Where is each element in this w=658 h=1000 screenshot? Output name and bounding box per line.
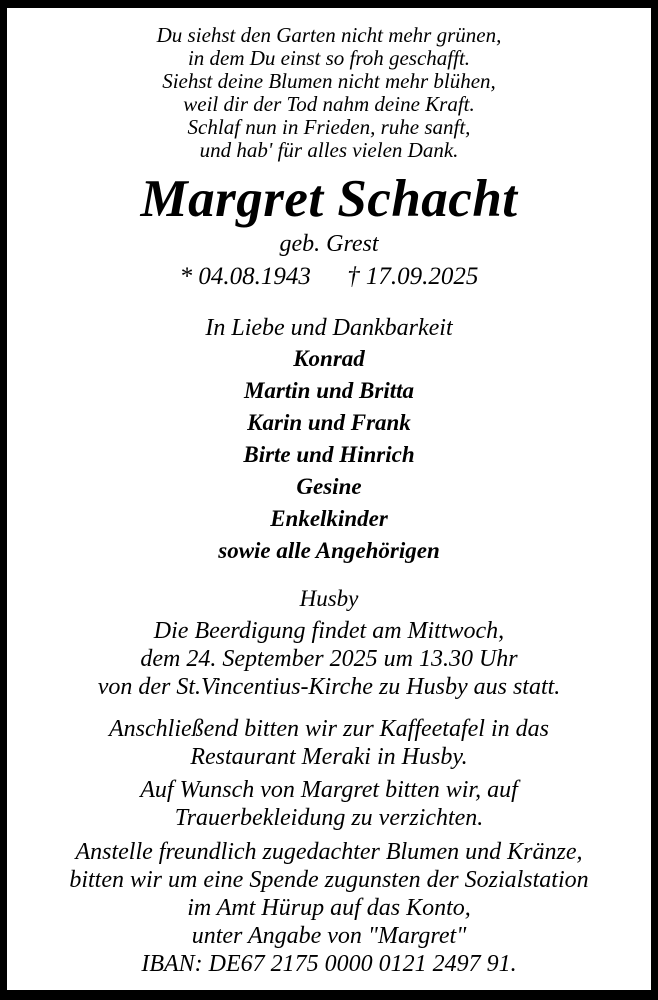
mourner-line: Martin und Britta (243, 377, 415, 403)
mourner-line: Gesine (296, 473, 362, 499)
mourner-line: sowie alle Angehörigen (218, 537, 440, 563)
reception-line: Restaurant Meraki in Husby. (190, 743, 468, 770)
reception-details (7, 715, 651, 771)
poem-line: Siehst deine Blumen nicht mehr blühen, (162, 69, 496, 93)
donation-line: im Amt Hürup auf das Konto, (187, 894, 471, 921)
funeral-details (7, 617, 651, 701)
donation-request (7, 838, 651, 978)
dress-code-note (7, 776, 651, 832)
donation-line: unter Angabe von "Margret" (191, 922, 467, 949)
memorial-poem (7, 24, 651, 162)
mourners-list (7, 343, 651, 567)
location-name: Husby (299, 585, 359, 611)
life-dates (7, 262, 651, 292)
funeral-line: von der St.Vincentius-Kirche zu Husby aus statt. (97, 673, 561, 700)
donation-line: IBAN: DE67 2175 0000 0121 2497 91. (141, 950, 517, 977)
death-date: † 17.09.2025 (347, 263, 479, 291)
mourner-line: Enkelkinder (270, 505, 388, 531)
deceased-name: Margret Schacht (140, 170, 518, 228)
donation-line: Anstelle freundlich zugedachter Blumen und Kränze, (75, 838, 583, 865)
poem-line: Schlaf nun in Frieden, ruhe sanft, (187, 115, 471, 139)
poem-line: in dem Du einst so froh geschafft. (187, 46, 471, 70)
mourner-line: Birte und Hinrich (243, 441, 415, 467)
mourner-line: Konrad (293, 345, 365, 371)
donation-line: bitten wir um eine Spende zugunsten der Sozialstation (69, 866, 589, 893)
maiden-name: geb. Grest (279, 230, 379, 257)
dress-code-line: Auf Wunsch von Margret bitten wir, auf (140, 776, 518, 803)
poem-line: Du siehst den Garten nicht mehr grünen, (156, 23, 502, 47)
poem-line: und hab' für alles vielen Dank. (199, 138, 459, 162)
reception-line: Anschließend bitten wir zur Kaffeetafel in das (109, 715, 549, 742)
funeral-line: Die Beerdigung findet am Mittwoch, (153, 617, 505, 644)
mourner-line: Karin und Frank (247, 409, 411, 435)
dress-code-line: Trauerbekleidung zu verzichten. (174, 804, 484, 831)
poem-line: weil dir der Tod nahm deine Kraft. (183, 92, 475, 116)
notice-content (7, 8, 651, 978)
tribute-intro: In Liebe und Dankbarkeit (205, 315, 453, 342)
funeral-line: dem 24. September 2025 um 13.30 Uhr (140, 645, 518, 672)
birth-date: * 04.08.1943 (179, 263, 311, 291)
